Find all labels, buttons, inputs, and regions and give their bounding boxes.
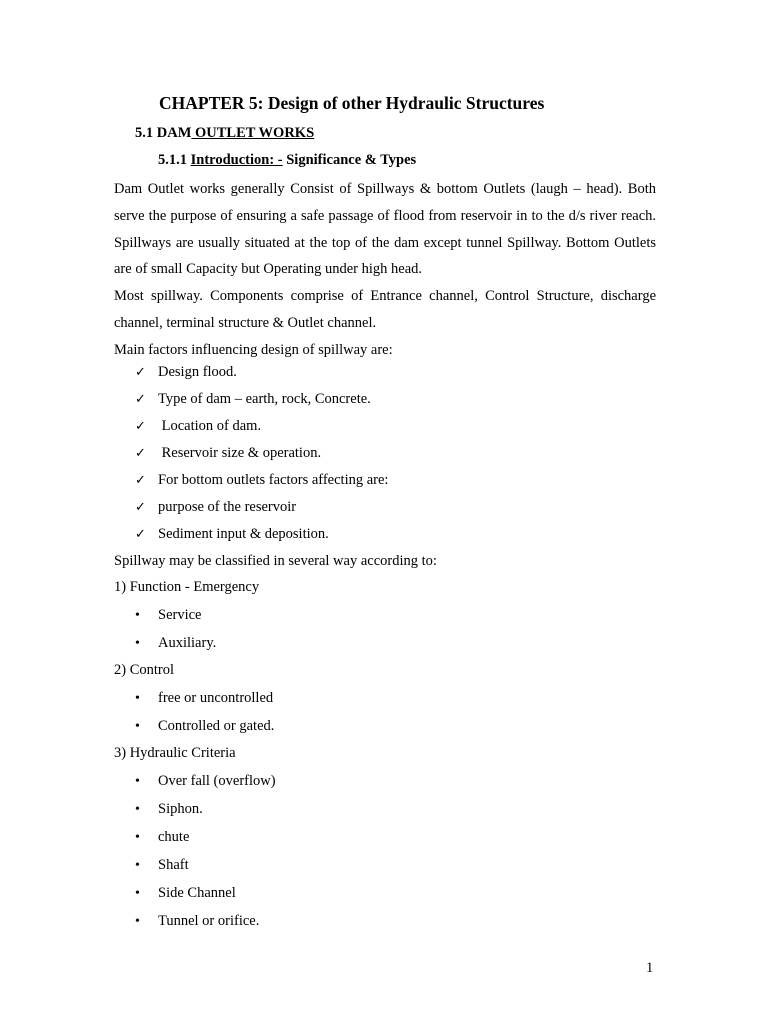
subsection-subtitle: Significance & Types: [282, 152, 417, 168]
function-heading: 1) Function - Emergency: [114, 579, 260, 595]
list-item: [135, 857, 189, 874]
intro-paragraph-3: Main factors influencing design of spillway are:: [114, 341, 393, 358]
bullet-icon: •: [135, 858, 140, 873]
factor-text: Design flood.: [158, 364, 237, 380]
control-heading: 2) Control: [114, 662, 175, 678]
list-item: [135, 885, 236, 902]
bullet-icon: •: [135, 774, 140, 789]
checkmark-icon: ✓: [135, 419, 146, 434]
checkmark-icon: ✓: [135, 500, 146, 515]
factor-item: [135, 418, 261, 435]
bullet-icon: •: [135, 914, 140, 929]
bullet-icon: •: [135, 830, 140, 845]
chapter-title: CHAPTER 5: Design of other Hydraulic Structures: [159, 93, 545, 113]
list-item-text: Side Channel: [158, 885, 236, 901]
factor-text: Reservoir size & operation.: [158, 445, 322, 461]
bullet-icon: •: [135, 608, 140, 623]
checkmark-icon: ✓: [135, 527, 146, 542]
list-item: [135, 829, 189, 846]
intro-paragraph-2: Most spillway. Components comprise of Entrance channel, Control Structure, discharge channel, terminal structure & Outlet channel.: [114, 288, 656, 331]
checkmark-icon: ✓: [135, 365, 146, 380]
page-number: 1: [646, 960, 654, 976]
list-item: [135, 635, 216, 652]
list-item-text: free or uncontrolled: [158, 690, 274, 706]
classification-intro: Spillway may be classified in several way according to:: [114, 553, 437, 569]
list-item-text: chute: [158, 829, 190, 845]
list-item: [135, 773, 276, 790]
list-item-text: Siphon.: [158, 801, 203, 817]
factor-text: purpose of the reservoir: [158, 499, 297, 515]
list-item-text: Auxiliary.: [158, 635, 217, 651]
factor-item: [135, 445, 321, 462]
checkmark-icon: ✓: [135, 473, 146, 488]
bullet-icon: •: [135, 719, 140, 734]
section-title: OUTLET WORKS: [191, 125, 315, 141]
factor-item: [135, 472, 388, 489]
list-item: [135, 913, 259, 930]
intro-text: [114, 176, 656, 364]
hydraulic-heading: 3) Hydraulic Criteria: [114, 745, 236, 761]
subsection-number: 5.1.1: [158, 152, 191, 168]
factor-item: [135, 499, 296, 516]
factor-item: [135, 364, 237, 381]
list-item-text: Over fall (overflow): [158, 773, 276, 789]
factor-text: For bottom outlets factors affecting are:: [158, 472, 389, 488]
list-item: [135, 801, 203, 818]
checkmark-icon: ✓: [135, 392, 146, 407]
factor-text: Sediment input & deposition.: [158, 526, 329, 542]
list-item: [135, 690, 273, 707]
factor-item: [135, 391, 371, 408]
checkmark-icon: ✓: [135, 446, 146, 461]
list-item-text: Service: [158, 607, 202, 623]
list-item-text: Shaft: [158, 857, 189, 873]
bullet-icon: •: [135, 886, 140, 901]
bullet-icon: •: [135, 636, 140, 651]
bullet-icon: •: [135, 802, 140, 817]
section-number: 5.1 DAM: [135, 125, 192, 141]
section-heading: [135, 125, 314, 142]
list-item-text: Tunnel or orifice.: [158, 913, 260, 929]
intro-paragraph-1: Dam Outlet works generally Consist of Spillways & bottom Outlets (laugh – head). Both serve the purpose of ensuring a safe passage of flood from reservoir in to the d/s river reach. Spillways are usually situated at the top of the dam except tunnel Spillway. Bottom Outlets are of small Capacity but Operating under high head.: [114, 181, 656, 278]
list-item-text: Controlled or gated.: [158, 718, 275, 734]
subsection-title: Introduction: -: [190, 152, 283, 168]
bullet-icon: •: [135, 691, 140, 706]
subsection-heading: [158, 152, 416, 169]
factor-item: [135, 526, 329, 543]
factor-text: Type of dam – earth, rock, Concrete.: [158, 391, 371, 407]
list-item: [135, 607, 201, 624]
factor-text: Location of dam.: [158, 418, 262, 434]
list-item: [135, 718, 274, 735]
